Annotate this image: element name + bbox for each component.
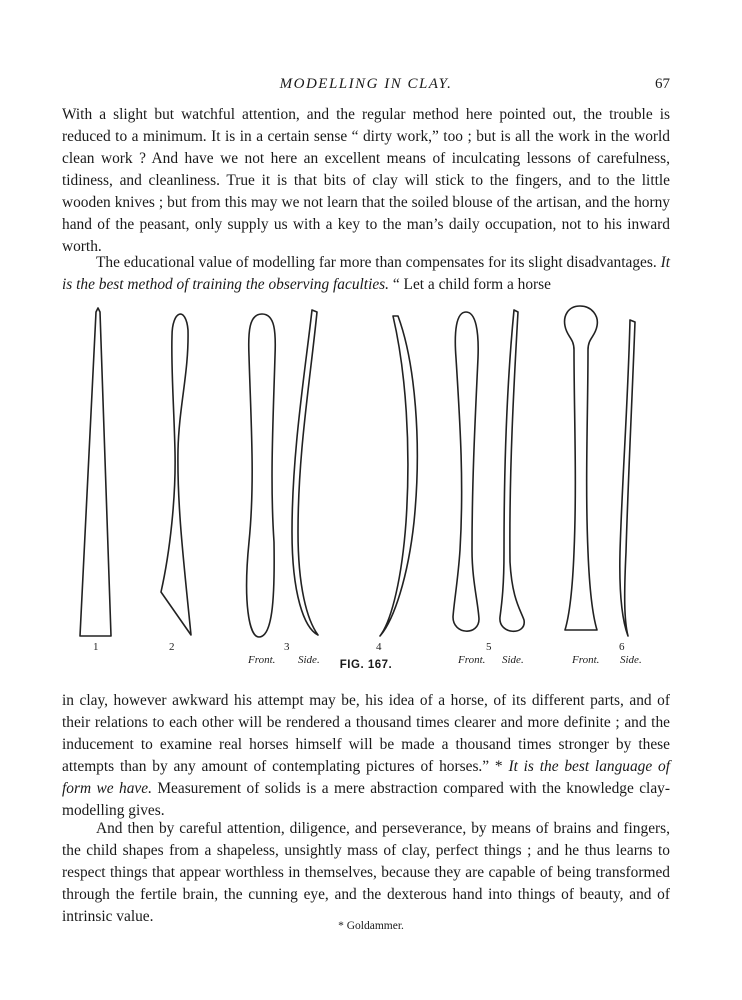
paragraph-2-text-a: The educational value of modelling far more than compensates for its slight disadvantages. <box>96 254 657 271</box>
tool-2-outline <box>161 314 191 635</box>
tool-3-front-label: Front. <box>248 654 276 666</box>
tool-4-outline <box>380 316 417 636</box>
tool-3-front-outline <box>247 314 276 637</box>
tool-6-side-outline <box>620 320 635 636</box>
tool-6-front-label: Front. <box>572 654 600 666</box>
running-title: MODELLING IN CLAY. <box>279 76 453 92</box>
tool-6-side-label: Side. <box>620 654 642 666</box>
page-header <box>62 76 670 96</box>
figure-number-5: 5 <box>486 641 492 653</box>
modelling-tools-illustration <box>62 302 670 642</box>
paragraph-2-text-b: “ Let a child form a horse <box>392 276 551 293</box>
paragraph-3-emphasis: It is the best language of form we have. <box>62 758 670 797</box>
paragraph-1: With a slight but watchful attention, and the regular method here pointed out, the trouble is reduced to a minimum. It is in a certain sense “ dirty work,” too ; but is all the work in the world clean work ? And have we not here an excellent means of inculcating lessons of carefulness, tidiness, and cleanliness. True it is that bits of clay will stick to the fingers, and to the little wooden knives ; but from this may we not learn that the soiled blouse of the artisan, and the horny hand of the peasant, only supply us with a key to the man’s daily occupation, not to his inward worth. <box>62 106 670 255</box>
figure-number-2: 2 <box>169 641 175 653</box>
figure-number-6: 6 <box>619 641 625 653</box>
paragraph-3 <box>62 690 670 822</box>
paragraph-3-text-b: Measurement of solids is a mere abstraction compared with the knowledge clay-modelling gives. <box>62 780 670 819</box>
paragraph-4: And then by careful attention, diligence, and perseverance, by means of brains and fingers, the child shapes from a shapeless, unsightly mass of clay, perfect things ; and he thus learns to respect things that appear worthless in themselves, because they are capable of being transformed through the fertile brain, the cunning eye, and the dexterous hand into things of beauty, and of intrinsic value. <box>62 820 670 925</box>
figure-caption: FIG. 167. <box>339 659 393 671</box>
tool-5-side-label: Side. <box>502 654 524 666</box>
figure-number-1: 1 <box>93 641 99 653</box>
figure-number-3: 3 <box>284 641 290 653</box>
tool-5-front-label: Front. <box>458 654 486 666</box>
paragraph-2 <box>62 252 670 296</box>
tool-5-side-outline <box>500 310 524 631</box>
tool-3-side-outline <box>292 310 318 635</box>
paragraph-2-emphasis: It is the best method of training the observing faculties. <box>62 254 670 293</box>
footnote: * Goldammer. <box>338 920 404 932</box>
page-number: 67 <box>655 76 670 92</box>
figure-167 <box>62 302 670 682</box>
tool-3-side-label: Side. <box>298 654 320 666</box>
tool-5-front-outline <box>453 312 479 631</box>
tool-1-outline <box>80 308 111 636</box>
figure-number-4: 4 <box>376 641 382 653</box>
paragraph-3-text-a: in clay, however awkward his attempt may be, his idea of a horse, of its different parts, and of their relations to each other will be rendered a thousand times clearer and more definite ; and the inducement to examine real horses himself will be made a thousand times stronger by these attempts than by any amount of contemplating pictures of horses.” * <box>62 692 670 775</box>
tool-6-front-outline <box>565 306 598 630</box>
